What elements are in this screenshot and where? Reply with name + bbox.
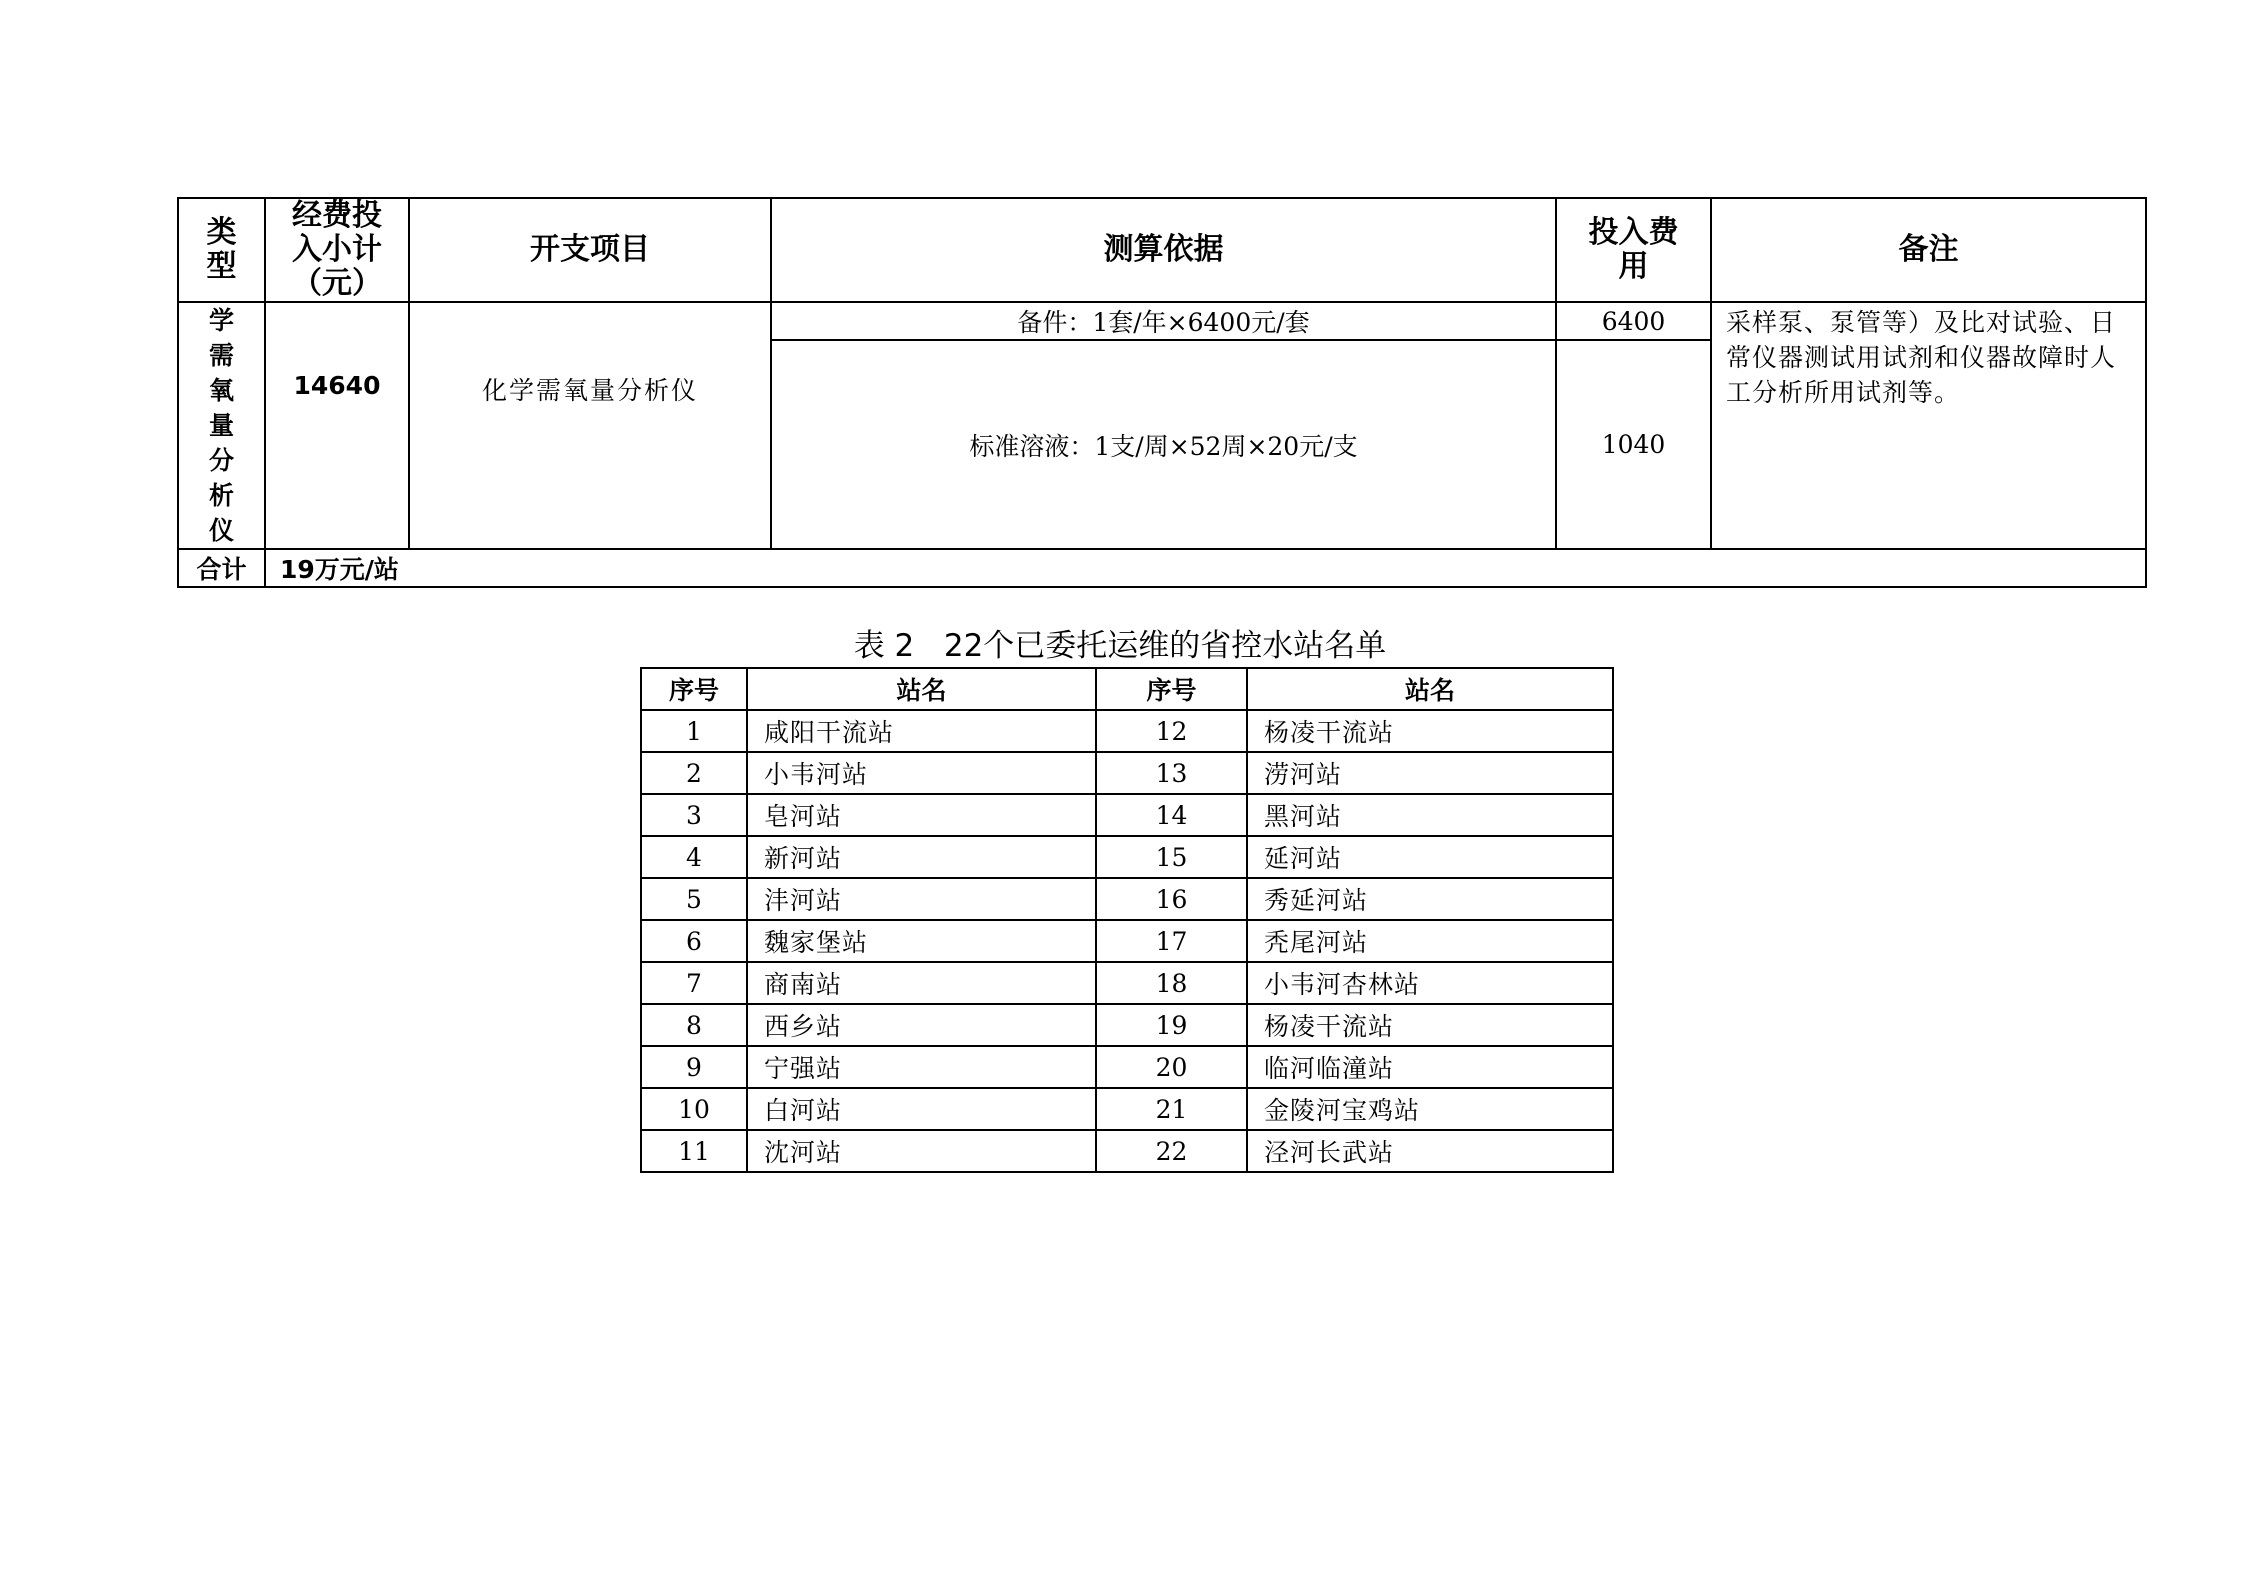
header-subtotal: 经费投入小计（元）	[265, 198, 409, 302]
station-name-cell: 泾河长武站	[1247, 1130, 1613, 1172]
table-row	[641, 836, 1613, 878]
table-row	[641, 752, 1613, 794]
cost-table	[177, 197, 2147, 588]
table-row	[641, 1004, 1613, 1046]
type-char: 分	[208, 446, 234, 475]
header-name: 站名	[1247, 668, 1613, 710]
station-name-cell: 沣河站	[747, 878, 1096, 920]
station-number-cell: 18	[1096, 962, 1247, 1004]
station-number-cell: 9	[641, 1046, 747, 1088]
header-cost: 投入费用	[1556, 198, 1711, 302]
station-number-cell: 10	[641, 1088, 747, 1130]
table-row	[641, 962, 1613, 1004]
cost-row	[178, 302, 2146, 340]
station-name-cell: 小韦河站	[747, 752, 1096, 794]
table-row	[641, 1046, 1613, 1088]
total-label: 合计	[178, 549, 265, 587]
station-number-cell: 3	[641, 794, 747, 836]
total-row	[178, 549, 2146, 587]
station-number-cell: 2	[641, 752, 747, 794]
station-name-cell: 白河站	[747, 1088, 1096, 1130]
table-row	[641, 920, 1613, 962]
type-char: 仪	[208, 516, 234, 545]
station-number-cell: 4	[641, 836, 747, 878]
station-table	[640, 667, 1614, 1173]
station-name-cell: 宁强站	[747, 1046, 1096, 1088]
station-number-cell: 21	[1096, 1088, 1247, 1130]
basis-cell: 标准溶液：1支/周×52周×20元/支	[771, 340, 1556, 549]
station-name-cell: 金陵河宝鸡站	[1247, 1088, 1613, 1130]
cost-cell: 1040	[1556, 340, 1711, 549]
header-no: 序号	[641, 668, 747, 710]
station-number-cell: 14	[1096, 794, 1247, 836]
header-remark: 备注	[1711, 198, 2146, 302]
type-char: 学	[208, 306, 234, 335]
table-row	[641, 878, 1613, 920]
table-row	[641, 710, 1613, 752]
station-name-cell: 秃尾河站	[1247, 920, 1613, 962]
station-number-cell: 6	[641, 920, 747, 962]
station-number-cell: 16	[1096, 878, 1247, 920]
total-value: 19万元/站	[265, 549, 2146, 587]
table-row	[641, 1088, 1613, 1130]
table-row	[641, 1130, 1613, 1172]
type-char: 氧	[208, 376, 234, 405]
station-table-body	[641, 710, 1613, 1172]
remark-cell: 采样泵、泵管等）及比对试验、日常仪器测试用试剂和仪器故障时人工分析所用试剂等。	[1711, 302, 2146, 549]
station-number-cell: 7	[641, 962, 747, 1004]
header-no: 序号	[1096, 668, 1247, 710]
station-number-cell: 5	[641, 878, 747, 920]
station-number-cell: 19	[1096, 1004, 1247, 1046]
station-name-cell: 西乡站	[747, 1004, 1096, 1046]
type-char: 析	[208, 481, 234, 510]
station-name-cell: 秀延河站	[1247, 878, 1613, 920]
station-number-cell: 15	[1096, 836, 1247, 878]
station-name-cell: 小韦河杏林站	[1247, 962, 1613, 1004]
station-name-cell: 杨凌干流站	[1247, 1004, 1613, 1046]
station-name-cell: 新河站	[747, 836, 1096, 878]
cost-table-header-row	[178, 198, 2146, 302]
cost-cell: 6400	[1556, 302, 1711, 340]
station-name-cell: 咸阳干流站	[747, 710, 1096, 752]
station-number-cell: 17	[1096, 920, 1247, 962]
table-row	[641, 794, 1613, 836]
header-type: 类型	[178, 198, 265, 302]
station-number-cell: 22	[1096, 1130, 1247, 1172]
table-caption: 表 2 22个已委托运维的省控水站名单	[853, 628, 1387, 664]
station-name-cell: 黑河站	[1247, 794, 1613, 836]
station-name-cell: 魏家堡站	[747, 920, 1096, 962]
station-name-cell: 皂河站	[747, 794, 1096, 836]
station-name-cell: 延河站	[1247, 836, 1613, 878]
header-basis: 测算依据	[771, 198, 1556, 302]
station-number-cell: 1	[641, 710, 747, 752]
station-name-cell: 沈河站	[747, 1130, 1096, 1172]
station-number-cell: 20	[1096, 1046, 1247, 1088]
station-number-cell: 11	[641, 1130, 747, 1172]
station-table-header-row	[641, 668, 1613, 710]
type-char: 量	[208, 411, 234, 440]
station-name-cell: 商南站	[747, 962, 1096, 1004]
station-number-cell: 12	[1096, 710, 1247, 752]
station-name-cell: 杨凌干流站	[1247, 710, 1613, 752]
station-number-cell: 13	[1096, 752, 1247, 794]
header-item: 开支项目	[409, 198, 771, 302]
item-cell: 化学需氧量分析仪	[409, 302, 771, 549]
station-name-cell: 涝河站	[1247, 752, 1613, 794]
type-cell	[178, 302, 265, 549]
type-char: 需	[208, 341, 234, 370]
station-number-cell: 8	[641, 1004, 747, 1046]
header-name: 站名	[747, 668, 1096, 710]
basis-cell: 备件：1套/年×6400元/套	[771, 302, 1556, 340]
subtotal-cell: 14640	[265, 302, 409, 549]
station-name-cell: 临河临潼站	[1247, 1046, 1613, 1088]
